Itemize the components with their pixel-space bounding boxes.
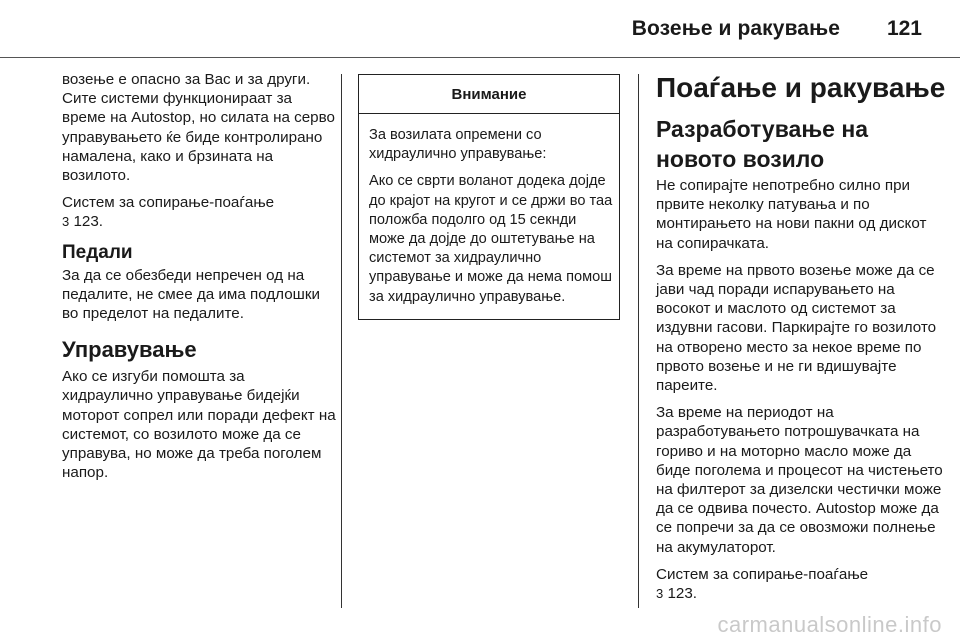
right-column — [656, 70, 946, 611]
reference-text: Систем за сопирање-поаѓање — [656, 565, 869, 583]
steering-paragraph: Ако се изгуби помошта за хидраулично управување бидејќи моторот сопрел или поради дефект на системот, со возилото може да се управува, но може да треба поголем напор. — [62, 368, 336, 482]
subsection-heading: Разработување на новото возило — [656, 116, 869, 172]
break-in-paragraph: За време на првото возење може да се јави чад поради испарувањето на восокот и маслото од системот за издувни гасови. Паркирајте го возилото на отворено место за некое време по првото возење и не ги вдишувајте пареите. — [656, 261, 937, 395]
warning-paragraph: Ако се сврти воланот додека дојде до крајот на кругот и се држи во таа положба подолго од 15 секнди може да дојде до оштетување на системот за хидраулично управување и може да нема помош за хидраулично управување. — [369, 173, 613, 305]
warning-body — [359, 114, 619, 319]
warning-paragraph: За возилата опремени со хидраулично управување: — [369, 127, 547, 163]
page-title: Возење и ракување — [631, 17, 840, 40]
page-reference-arrow-icon: 3 — [656, 586, 664, 602]
left-column — [62, 70, 338, 490]
middle-column — [358, 70, 620, 320]
page-number: 121 — [886, 17, 922, 40]
cross-reference — [62, 193, 338, 231]
column-divider — [341, 74, 342, 608]
warning-box — [358, 74, 620, 320]
reference-text: Систем за сопирање-поаѓање — [62, 194, 275, 212]
section-heading: Поаѓање и ракување — [656, 72, 946, 103]
page-reference-arrow-icon: 3 — [62, 214, 70, 230]
pedals-paragraph: За да се обезбеди непречен од на педалите, не смее да има подлошки во пределот на педалите. — [62, 266, 320, 323]
pedals-heading: Педали — [62, 241, 133, 263]
cross-reference — [656, 565, 946, 603]
break-in-paragraph: Не сопирајте непотребно силно при првите неколку патувања и по монтирањето на нови пакни од дискот на сопирачката. — [656, 177, 927, 252]
intro-paragraph: возење е опасно за Вас и за други. Сите системи функционираат за време на Autostop, но силата на серво управувањето ќе биде контролирано намалена, како и брзината на возилото. — [62, 71, 335, 185]
page-header — [0, 0, 960, 58]
break-in-paragraph: За време на периодот на разработувањето потрошувачката на гориво и на моторно масло може да биде поголема и процесот на чистењето на филтерот за дизелски честички може да се одвива почесто. Autostop може да се попречи за да се овозможи полнење на акумулаторот. — [656, 404, 943, 556]
reference-page[interactable]: 123. — [73, 213, 104, 231]
column-divider — [638, 74, 639, 608]
warning-title: Внимание — [359, 75, 619, 114]
reference-page[interactable]: 123. — [667, 585, 698, 603]
header-rule — [0, 57, 960, 58]
steering-heading: Управување — [62, 337, 197, 363]
watermark: carmanualsonline.info — [717, 612, 942, 637]
